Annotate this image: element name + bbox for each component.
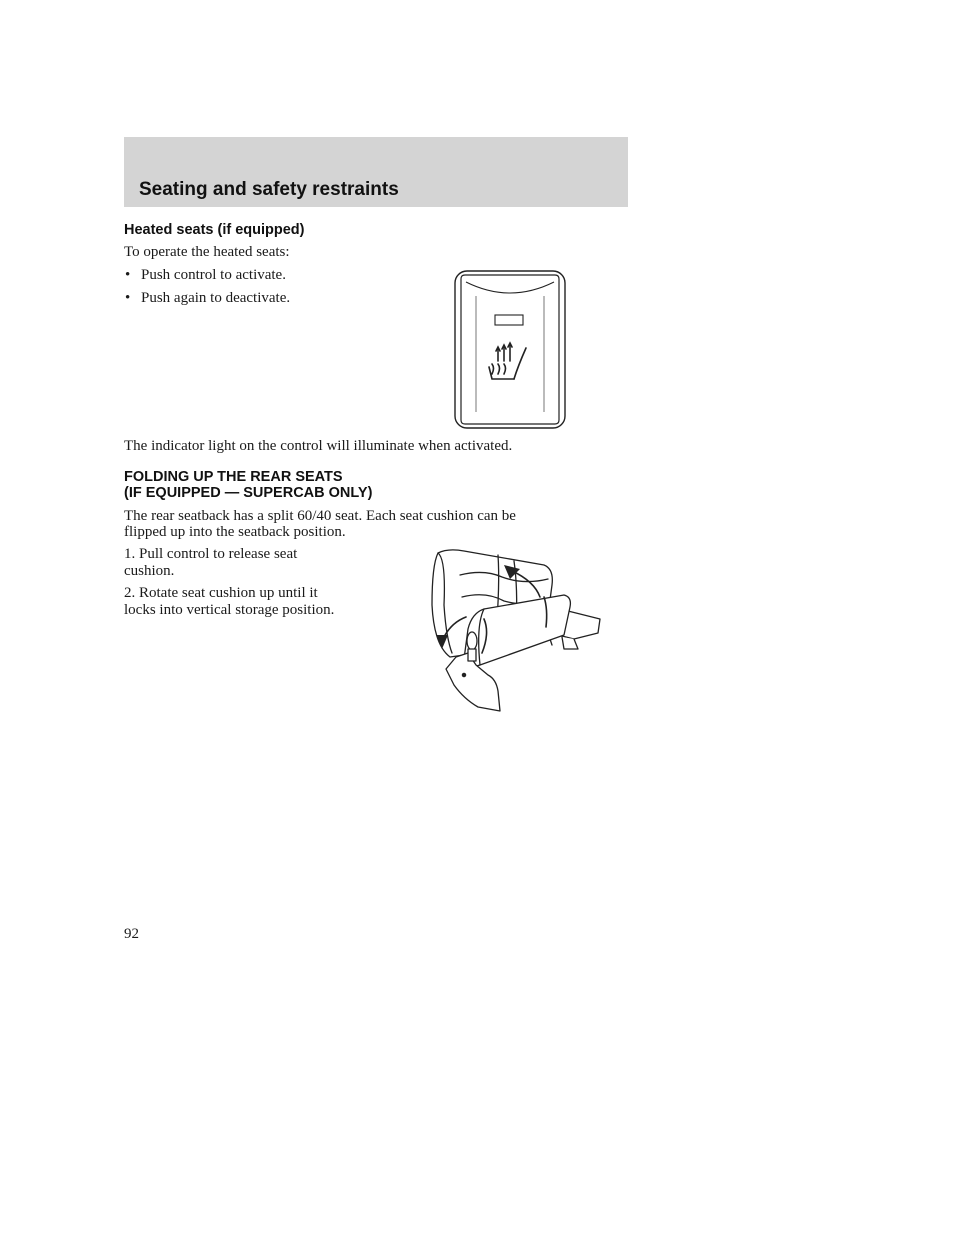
folding-paragraph-line1: The rear seatback has a split 60/40 seat. Each seat cushion can be (124, 508, 516, 524)
folding-paragraph-line2: flipped up into the seatback position. (124, 524, 346, 540)
folding-heading-line1: FOLDING UP THE REAR SEATS (124, 469, 343, 485)
section-title: Seating and safety restraints (139, 179, 399, 200)
bullet-symbol: • (125, 290, 131, 306)
heated-seats-intro: To operate the heated seats: (124, 244, 290, 260)
step-1-line1: 1. Pull control to release seat (124, 546, 298, 562)
bullet-text: Push again to deactivate. (141, 290, 291, 306)
bullet-text: Push control to activate. (141, 267, 286, 283)
section-header-band (124, 137, 628, 207)
indicator-note: The indicator light on the control will illuminate when activated. (124, 438, 513, 454)
folding-heading-line2: (IF EQUIPPED — SUPERCAB ONLY) (124, 485, 373, 501)
list-item (124, 267, 290, 290)
rear-seat-fold-icon (424, 545, 602, 713)
list-item (124, 290, 290, 313)
heated-seats-bullets (124, 267, 290, 313)
bullet-symbol: • (125, 267, 131, 283)
step-2-line1: 2. Rotate seat cushion up until it (124, 585, 318, 601)
heated-seats-heading: Heated seats (if equipped) (124, 222, 305, 238)
step-1-line2: cushion. (124, 563, 175, 579)
page-number: 92 (124, 926, 139, 942)
heated-seat-switch-icon (454, 270, 566, 429)
step-2-line2: locks into vertical storage position. (124, 602, 335, 618)
